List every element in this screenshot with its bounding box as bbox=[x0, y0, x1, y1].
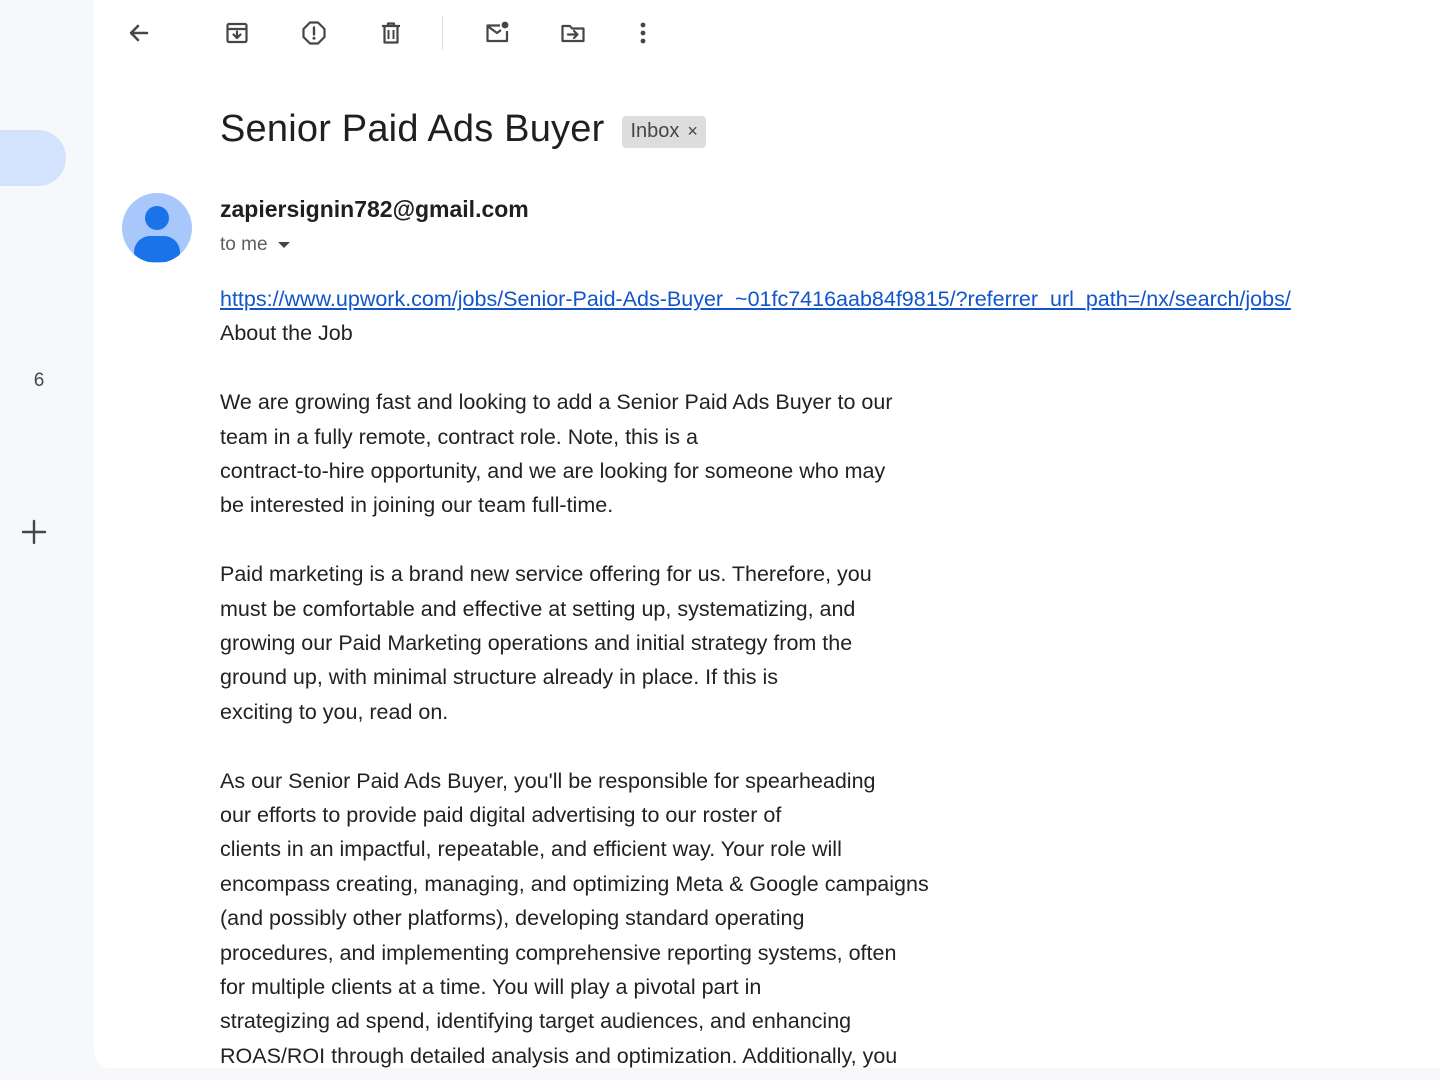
body-line: Paid marketing is a brand new service offering for us. Therefore, you bbox=[220, 562, 872, 587]
body-line: for multiple clients at a time. You will play a pivotal part in bbox=[220, 975, 762, 1000]
archive-button[interactable] bbox=[216, 12, 258, 54]
body-line: be interested in joining our team full-time. bbox=[220, 493, 614, 518]
mark-unread-button[interactable] bbox=[476, 12, 518, 54]
message-view bbox=[94, 0, 1440, 1068]
paragraph bbox=[220, 557, 1420, 729]
toolbar-divider bbox=[442, 16, 443, 50]
body-line: team in a fully remote, contract role. Note, this is a bbox=[220, 424, 698, 449]
body-line: ROAS/ROI through detailed analysis and optimization. Additionally, you bbox=[220, 1043, 898, 1068]
message-toolbar bbox=[94, 0, 1440, 66]
arrow-back-icon bbox=[125, 19, 153, 47]
subject-row bbox=[220, 108, 706, 151]
paragraph bbox=[220, 385, 1420, 523]
body-line: must be comfortable and effective at setting up, systematizing, and bbox=[220, 596, 856, 621]
back-button[interactable] bbox=[118, 12, 160, 54]
email-body bbox=[220, 282, 1420, 1068]
mark-unread-icon bbox=[483, 19, 511, 47]
avatar-head bbox=[145, 206, 169, 230]
paragraph-spacer bbox=[220, 729, 1420, 763]
body-line: our efforts to provide paid digital advertising to our roster of bbox=[220, 803, 782, 828]
job-link[interactable]: https://www.upwork.com/jobs/Senior-Paid-Ads-Buyer_~01fc7416aab84f9815/?referrer_url_path=/nx/search/jobs/ bbox=[220, 287, 1291, 311]
nav-unread-count: 6 bbox=[33, 370, 45, 391]
move-to-button[interactable] bbox=[552, 12, 594, 54]
recipient-text: to me bbox=[220, 234, 268, 255]
selected-nav-item[interactable] bbox=[0, 130, 66, 186]
left-rail bbox=[0, 0, 94, 1080]
move-to-icon bbox=[559, 19, 587, 47]
paragraph bbox=[220, 764, 1420, 1068]
recipient-details-toggle[interactable] bbox=[220, 234, 290, 256]
paragraph-spacer bbox=[220, 523, 1420, 557]
archive-icon bbox=[223, 19, 251, 47]
plus-icon bbox=[20, 518, 48, 546]
new-label-button[interactable] bbox=[20, 518, 48, 546]
inbox-label-chip[interactable] bbox=[622, 116, 705, 148]
avatar-body bbox=[134, 236, 180, 262]
body-line: clients in an impactful, repeatable, and efficient way. Your role will bbox=[220, 837, 842, 862]
body-line: exciting to you, read on. bbox=[220, 699, 449, 724]
body-line: encompass creating, managing, and optimizing Meta & Google campaigns bbox=[220, 871, 929, 896]
trash-icon bbox=[377, 19, 405, 47]
report-icon bbox=[300, 19, 328, 47]
sender-email[interactable]: zapiersignin782@gmail.com bbox=[220, 196, 529, 222]
label-chip-text: Inbox bbox=[630, 120, 680, 142]
email-subject: Senior Paid Ads Buyer bbox=[220, 108, 605, 150]
body-line: procedures, and implementing comprehensive reporting systems, often bbox=[220, 940, 897, 965]
body-line: contract-to-hire opportunity, and we are looking for someone who may bbox=[220, 459, 886, 484]
more-vert-icon bbox=[629, 19, 657, 47]
more-options-button[interactable] bbox=[622, 12, 664, 54]
body-line: ground up, with minimal structure already in place. If this is bbox=[220, 665, 779, 690]
body-line: As our Senior Paid Ads Buyer, you'll be responsible for spearheading bbox=[220, 768, 876, 793]
remove-label-button[interactable]: × bbox=[687, 121, 698, 141]
report-spam-button[interactable] bbox=[293, 12, 335, 54]
body-line: We are growing fast and looking to add a Senior Paid Ads Buyer to our bbox=[220, 390, 893, 415]
sender-avatar[interactable] bbox=[122, 193, 192, 263]
delete-button[interactable] bbox=[370, 12, 412, 54]
body-line: strategizing ad spend, identifying target audiences, and enhancing bbox=[220, 1009, 852, 1034]
body-line: (and possibly other platforms), developing standard operating bbox=[220, 906, 805, 931]
body-line: growing our Paid Marketing operations and initial strategy from the bbox=[220, 631, 853, 656]
body-heading: About the Job bbox=[220, 321, 353, 346]
chevron-down-icon bbox=[278, 242, 290, 248]
paragraph-spacer bbox=[220, 351, 1420, 385]
